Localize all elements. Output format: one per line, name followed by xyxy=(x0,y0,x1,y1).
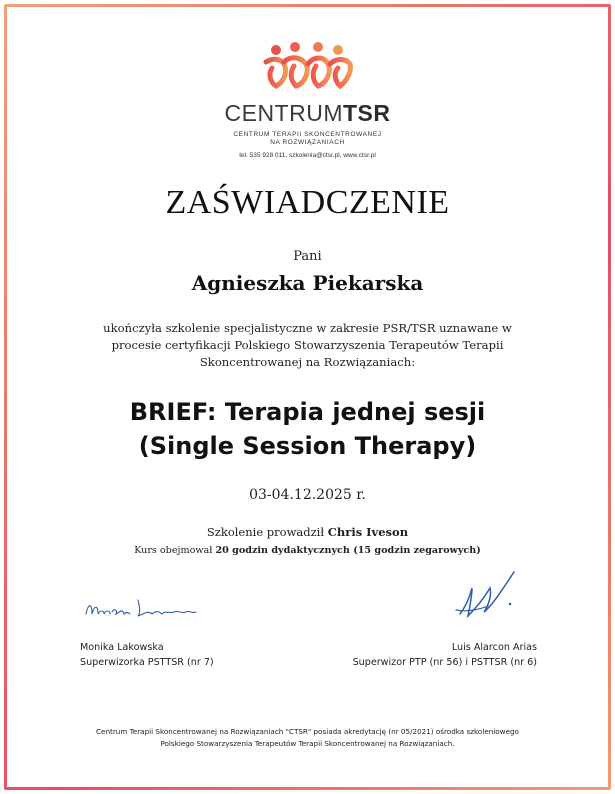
trainer-line xyxy=(0,525,615,539)
brand-name xyxy=(0,100,615,127)
signatory-right-role: Superwizor PTP (nr 56) i PSTTSR (nr 6) xyxy=(352,657,537,668)
hours-prefix: Kurs obejmował xyxy=(134,545,216,556)
course-title xyxy=(0,395,615,463)
footer-line2: Polskiego Stowarzyszenia Terapeutów Terapii Skoncentrowanej na Rozwiązaniach. xyxy=(160,739,455,748)
course-hours xyxy=(0,545,615,556)
signatory-right xyxy=(353,640,537,670)
accreditation-footer xyxy=(60,726,555,750)
course-title-line1: BRIEF: Terapia jednej sesji xyxy=(129,398,486,426)
brand-name-bold: TSR xyxy=(343,100,391,126)
brand-subtitle xyxy=(0,131,615,147)
hours-value: 20 godzin dydaktycznych (15 godzin zegarowych) xyxy=(215,545,481,556)
certificate-title: ZAŚWIADCZENIE xyxy=(165,184,450,221)
course-date: 03-04.12.2025 r. xyxy=(249,487,366,503)
signatory-right-name: Luis Alarcon Arias xyxy=(451,642,537,653)
footer-line1: Centrum Terapii Skoncentrowanej na Rozwiązaniach "CTSR" posiada akredytację (nr 05/2021) ośrodka szkoleniowego xyxy=(96,727,519,736)
signature-right-image xyxy=(448,566,528,626)
signatory-left-role: Superwizorka PSTTSR (nr 7) xyxy=(80,657,214,668)
ctsr-logo xyxy=(0,40,615,92)
signatory-left-name: Monika Lakowska xyxy=(80,642,164,653)
trainer-name: Chris Iveson xyxy=(327,525,409,539)
recipient-name: Agnieszka Piekarska xyxy=(191,271,424,295)
signatory-left xyxy=(80,640,214,670)
contact-info: tel. 535 928 011, szkolenia@ctsr.pl, www.ctsr.pl xyxy=(239,152,376,159)
completion-description: ukończyła szkolenie specjalistyczne w zakresie PSR/TSR uznawane w procesie certyfikacji Polskiego Stowarzyszenia Terapeutów Terapii Skoncentrowanej na Rozwiązaniach: xyxy=(103,321,512,369)
brand-name-light: CENTRUM xyxy=(224,100,343,126)
course-title-line2: (Single Session Therapy) xyxy=(138,432,477,460)
brand-subtitle-line2: NA ROZWIĄZANIACH xyxy=(270,139,345,146)
signature-left-image xyxy=(82,592,202,624)
trainer-prefix: Szkolenie prowadził xyxy=(206,525,328,539)
people-logo-icon xyxy=(262,40,354,92)
brand-subtitle-line1: CENTRUM TERAPII SKONCENTROWANEJ xyxy=(233,131,382,138)
salutation: Pani xyxy=(293,249,322,264)
